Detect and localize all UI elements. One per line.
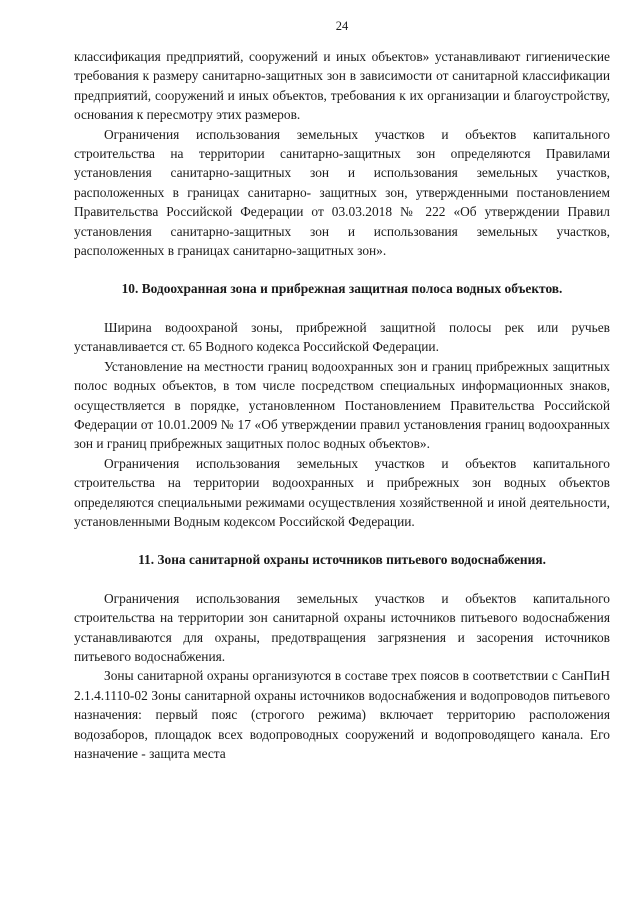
section-10-heading: 10. Водоохранная зона и прибрежная защитная полоса водных объектов. [121, 281, 563, 297]
section-11-heading: 11. Зона санитарной охраны источников питьевого водоснабжения. [138, 552, 546, 568]
document-page [74, 18, 610, 763]
intro-paragraph-2: Ограничения использования земельных участков и объектов капитального строительства на территории санитарно-защитных зон определяются Правилами установления санитарно-защитных зон и использования земельных участков, расположенных в границах санитарно- защитных зон, утвержденными постановлением Правительства Российской Федерации от 03.03.2018 № 222 «Об утверждении Правил установления санитарно-защитных зон и использования земельных участков, расположенных в границах санитарно-защитных зон». [74, 126, 610, 259]
section-10-paragraph-2: Установление на местности границ водоохранных зон и границ прибрежных защитных полос водных объектов, в том числе посредством специальных информационных знаков, осуществляется в порядке, установленном Постановлением Правительства Российской Федерации от 10.01.2009 № 17 «Об утверждении правил установления границ водоохранных зон и границ прибрежных защитных полос водных объектов». [74, 358, 610, 452]
page-number: 24 [335, 19, 349, 33]
section-10-paragraph-1: Ширина водоохраной зоны, прибрежной защитной полосы рек или ручьев устанавливается ст. 65 Водного кодекса Российской Федерации. [74, 319, 610, 355]
intro-paragraph-1: классификация предприятий, сооружений и иных объектов» устанавливают гигиенические требования к размеру санитарно-защитных зон в зависимости от санитарной классификации предприятий, сооружений и иных объектов, требования к их организации и благоустройству, основания к пересмотру этих размеров. [74, 49, 610, 123]
section-11-paragraph-2: Зоны санитарной охраны организуются в составе трех поясов в соответствии с СанПиН 2.1.4.1110-02 Зоны санитарной охраны источников водоснабжения и водопроводов питьевого назначения: первый пояс (строгого режима) включает территорию расположения водозаборов, площадок всех водопроводных сооружений и водопроводящего канала. Его назначение - защита места [74, 668, 610, 761]
section-11-paragraph-1: Ограничения использования земельных участков и объектов капитального строительства на территории зон санитарной охраны источников питьевого водоснабжения устанавливаются для охраны, предотвращения загрязнения и засорения источников питьевого водоснабжения. [74, 590, 610, 664]
section-10-paragraph-3: Ограничения использования земельных участков и объектов капитального строительства на территории водоохранных и прибрежных зон водных объектов определяются специальными режимами осуществления хозяйственной и иной деятельности, установленными Водным кодексом Российской Федерации. [74, 455, 610, 529]
